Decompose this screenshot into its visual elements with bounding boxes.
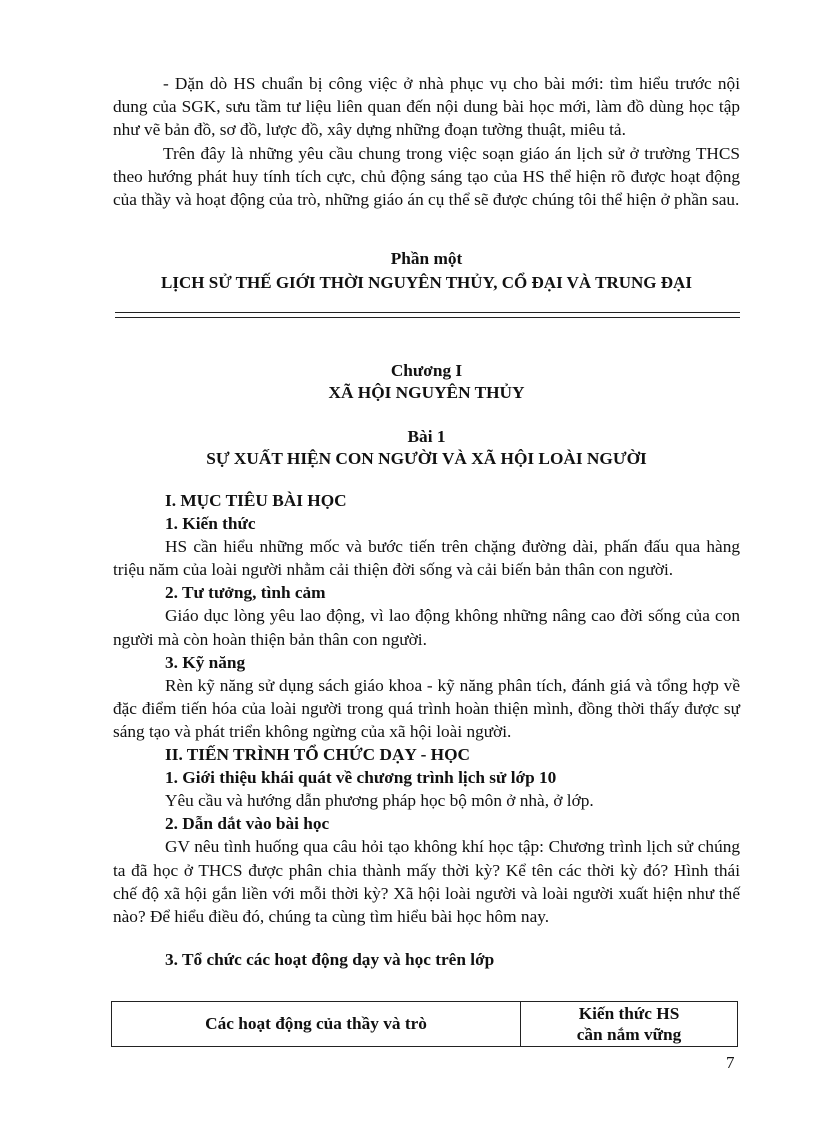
page-number: 7 — [726, 1053, 735, 1072]
section-heading-objectives: I. MỤC TIÊU BÀI HỌC — [165, 491, 347, 510]
blank-line — [113, 928, 740, 948]
paragraph-lead-in: GV nêu tình huống qua câu hỏi tạo không khí học tập: Chương trình lịch sử chúng ta đã học ở THCS được phân chia thành mấy thời kỳ? Kể tên các thời kỳ đó? Hình thái chế độ xã hội gắn liền với mỗi thời kỳ? Xã hội loài người và loài người xuất hiện như thế nào? Để hiểu điều đó, chúng ta cùng tìm hiểu bài học hôm nay. — [113, 837, 740, 926]
intro-paragraph-2: Trên đây là những yêu cầu chung trong việc soạn giáo án lịch sử ở trường THCS theo hướng phát huy tính tích cực, chủ động sáng tạo của HS thể hiện rõ được hoạt động của thầy và hoạt động của trò, những giáo án cụ thể sẽ được chúng tôi thể hiện ở phần sau. — [113, 143, 740, 210]
table-header-row — [112, 1002, 738, 1047]
lesson-label: Bài 1 — [407, 427, 446, 446]
paragraph-knowledge: HS cần hiểu những mốc và bước tiến trên chặng đường dài, phấn đấu qua hàng triệu năm của loài người nhằm cải thiện đời sống và cải biến bản thân con người. — [113, 537, 740, 580]
intro-paragraph-1: - Dặn dò HS chuẩn bị công việc ở nhà phục vụ cho bài mới: tìm hiểu trước nội dung của SGK, sưu tầm tư liệu liên quan đến nội dung bài học mới, làm đồ dùng học tập như vẽ bản đồ, sơ đồ, lược đồ, xây dựng những đoạn tường thuật, miêu tả. — [113, 74, 740, 140]
lesson-body — [113, 489, 740, 971]
section-heading-process: II. TIẾN TRÌNH TỔ CHỨC DẠY - HỌC — [165, 745, 471, 765]
table-header-activities: Các hoạt động của thầy và trò — [112, 1002, 521, 1047]
subheading-lead-in: 2. Dẫn dắt vào bài học — [165, 814, 330, 834]
table-header-knowledge-line2: cần nắm vững — [576, 1025, 682, 1044]
subheading-skills: 3. Kỹ năng — [165, 652, 246, 672]
paragraph-attitude: Giáo dục lòng yêu lao động, vì lao động không những nâng cao đời sống của con người mà còn hoàn thiện bản thân con người. — [113, 606, 740, 649]
subheading-introduction: 1. Giới thiệu khái quát về chương trình lịch sử lớp 10 — [165, 768, 557, 788]
subheading-knowledge: 1. Kiến thức — [165, 514, 256, 534]
subheading-activities: 3. Tổ chức các hoạt động dạy và học trên lớp — [165, 949, 495, 969]
paragraph-introduction: Yêu cầu và hướng dẫn phương pháp học bộ môn ở nhà, ở lớp. — [165, 791, 594, 811]
table-header-knowledge-line1: Kiến thức HS — [578, 1004, 680, 1023]
part-title: LỊCH SỬ THẾ GIỚI THỜI NGUYÊN THỦY, CỔ ĐẠI VÀ TRUNG ĐẠI — [161, 273, 692, 292]
chapter-label: Chương I — [390, 361, 463, 380]
intro-block — [113, 72, 740, 211]
chapter-title: XÃ HỘI NGUYÊN THỦY — [328, 383, 525, 402]
section-divider — [115, 312, 740, 318]
subheading-attitude: 2. Tư tưởng, tình cảm — [165, 583, 326, 603]
activities-table — [111, 1001, 738, 1047]
table-header-knowledge — [521, 1002, 738, 1047]
lesson-title: SỰ XUẤT HIỆN CON NGƯỜI VÀ XÃ HỘI LOÀI NGƯỜI — [206, 449, 647, 468]
paragraph-skills: Rèn kỹ năng sử dụng sách giáo khoa - kỹ năng phân tích, đánh giá và tổng hợp về đặc điểm tiến hóa của loài người trong quá trình hoàn thiện mình, đồng thời thấy được sự sáng tạo và phát triển không ngừng của xã hội loài người. — [113, 675, 740, 741]
part-label: Phần một — [390, 249, 463, 268]
